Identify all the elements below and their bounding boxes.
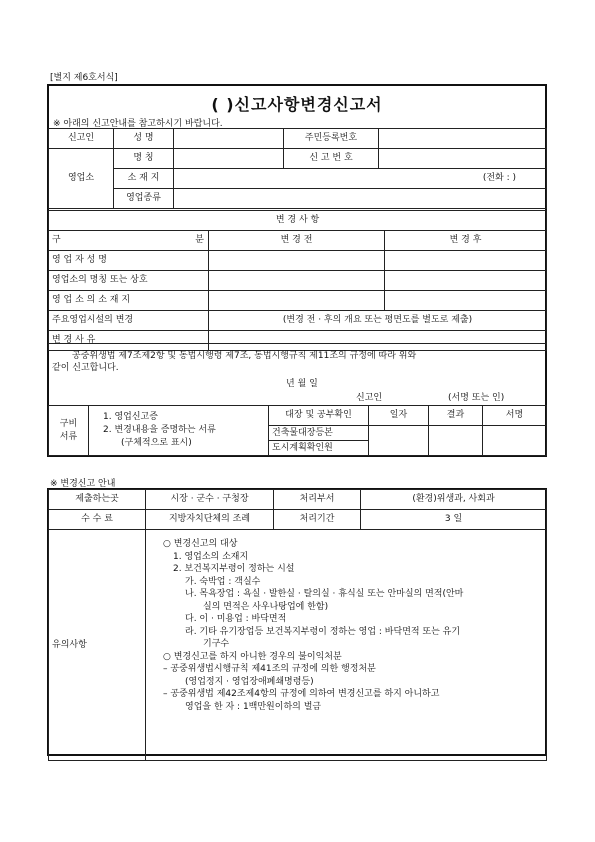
changes-table [48,210,547,351]
business-type-field[interactable] [174,189,547,209]
form-number: [별지 제6호서식] [50,73,118,83]
date-header: 일자 [369,406,429,426]
row-reason: 변 경 사 유 [49,331,209,351]
guide-table [48,489,547,761]
note-item: ○ 변경신고를 하지 아니한 경우의 불이익처분 [163,651,342,662]
note-item: – 공중위생법시행규칙 제41조의 규정에 의한 행정처분 [163,664,376,674]
verify-sign-field[interactable] [483,426,547,456]
title-after-field[interactable] [385,271,547,291]
documents-table [48,405,547,456]
owner-after-field[interactable] [385,251,547,271]
business-title-label: 명 칭 [114,149,174,169]
period-value: 3 일 [361,510,547,530]
ledger-building: 건축물대장등본 [269,426,369,441]
note-item: (영업정지 · 영업장애폐쇄명령등) [185,676,314,687]
category-header: 구 분 [49,231,209,251]
documents-list: 1. 영업신고증 2. 변경내용을 증명하는 서류 (구체적으로 표시) [89,406,269,456]
notes-label: 유의사항 [49,530,146,761]
verify-header: 대장 및 공부확인 [269,406,369,426]
note-item: 2. 보건복지부령이 정하는 시설 [173,564,295,574]
business-type-label: 영업종류 [114,189,174,209]
note-item: 기구수 [203,639,230,649]
form-notice: ※ 아래의 신고안내를 참고하시기 바랍니다. [53,119,223,129]
address-label: 소 재 지 [114,169,174,189]
note-item: 라. 기타 유기장업등 보건복지부령이 정하는 영업 : 바닥면적 또는 유기 [185,626,461,637]
report-no-label: 신 고 번 호 [284,149,379,169]
result-header: 결과 [429,406,483,426]
dept-label: 처리부서 [274,490,361,510]
ledger-urban: 도시계획확인원 [269,441,369,456]
address-after-field[interactable] [385,291,547,311]
row-owner-name: 영 업 자 성 명 [49,251,209,271]
note-item: 실의 면적은 사우나탕업에 한함) [203,601,329,612]
submit-label: 제출하는곳 [49,490,146,510]
dept-value: (환경)위생과, 사회과 [361,490,547,510]
facility-note: (변경 전 · 후의 개요 또는 평면도를 별도로 제출) [209,311,547,331]
resident-no-label: 주민등록번호 [284,129,379,149]
declaration-line1: 공중위생법 제7조제2항 및 동법시행령 제7조, 동법시행규칙 제11조의 규정에 따라 위와 [72,351,417,361]
signer-label: 신고인 [356,393,383,403]
notes-content [146,530,547,761]
fee-value: 지방자치단체의 조례 [146,510,274,530]
note-item: 영업을 한 자 : 1백만원이하의 벌금 [185,701,322,712]
sign-note: (서명 또는 인) [448,393,505,403]
guide-header: ※ 변경신고 안내 [50,479,116,489]
period-label: 처리기간 [274,510,361,530]
address-field[interactable] [174,169,547,189]
sign-header: 서명 [483,406,547,426]
owner-before-field[interactable] [209,251,385,271]
declaration-date: 년 월 일 [286,379,318,389]
note-item: ○ 변경신고의 대상 [163,539,238,549]
report-no-field[interactable] [379,149,547,169]
row-business-title: 영업소의 명칭 또는 상호 [49,271,209,291]
form-title: ( )신고사항변경신고서 [211,95,383,114]
row-facility: 주요영업시설의 변경 [49,311,209,331]
fee-label: 수 수 료 [49,510,146,530]
note-item: 1. 영업소의 소재지 [173,551,249,562]
applicant-table [48,128,547,209]
note-item: 가. 숙박업 : 객실수 [185,576,261,587]
row-business-address: 영 업 소 의 소 재 지 [49,291,209,311]
name-field[interactable] [174,129,284,149]
documents-label: 구비 서류 [49,406,89,456]
verify-result-field[interactable] [429,426,483,456]
business-label: 영업소 [49,149,114,209]
changes-header: 변 경 사 항 [49,211,547,231]
report-form [47,84,547,457]
declaration-line2: 같이 신고합니다. [52,363,119,373]
before-header: 변 경 전 [209,231,385,251]
after-header: 변 경 후 [385,231,547,251]
applicant-label: 신고인 [49,129,114,149]
title-before-field[interactable] [209,271,385,291]
address-before-field[interactable] [209,291,385,311]
note-item: 다. 이 · 미용업 : 바닥면적 [185,614,287,624]
declaration [48,343,546,406]
submit-value: 시장 · 군수 · 구청장 [146,490,274,510]
resident-no-field[interactable] [379,129,547,149]
note-item: – 공중위생법 제42조제4항의 규정에 의하여 변경신고를 하지 아니하고 [163,689,440,699]
verify-date-field[interactable] [369,426,429,456]
name-label: 성 명 [114,129,174,149]
phone-label: (전화 : ) [482,173,516,183]
business-title-field[interactable] [174,149,284,169]
guide-box [47,488,547,756]
note-item: 나. 목욕장업 : 욕실 · 발한실 · 탈의실 · 휴식실 또는 안마실의 면적(안마 [185,589,464,599]
